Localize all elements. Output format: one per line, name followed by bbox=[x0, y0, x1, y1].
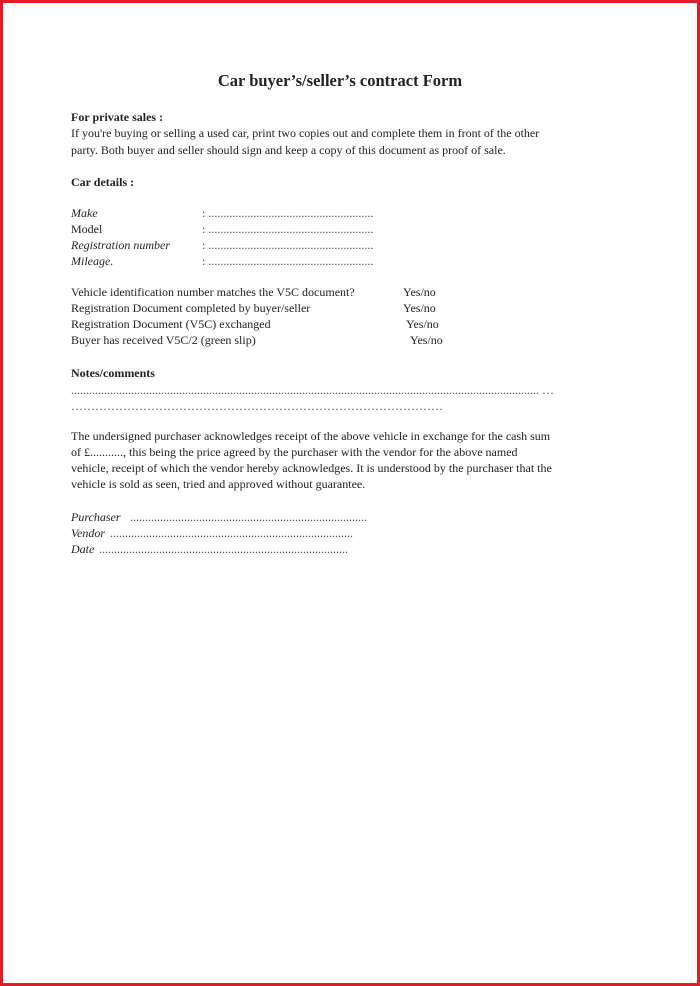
acknowledgement-line2: of £..........., this being the price agreed by the purchaser with the vendor for the above named bbox=[71, 445, 518, 459]
check-reg-completed-label: Registration Document completed by buyer/seller bbox=[71, 301, 311, 315]
check-v5c-exchanged-label: Registration Document (V5C) exchanged bbox=[71, 317, 271, 331]
mileage-label: Mileage. bbox=[71, 254, 114, 268]
check-v5c-exchanged-answer[interactable]: Yes/no bbox=[406, 317, 439, 331]
date-label: Date bbox=[71, 542, 95, 556]
check-reg-completed-answer[interactable]: Yes/no bbox=[403, 301, 436, 315]
private-sales-text-line1: If you're buying or selling a used car, print two copies out and complete them in front of the other bbox=[71, 126, 540, 140]
car-details-heading: Car details : bbox=[71, 175, 135, 189]
notes-heading: Notes/comments bbox=[71, 366, 155, 380]
registration-number-field[interactable]: : ....................................................... bbox=[202, 238, 374, 252]
notes-line2[interactable]: ………………………………………………………………………………… bbox=[71, 399, 443, 413]
purchaser-label: Purchaser bbox=[71, 510, 121, 524]
acknowledgement-line4: vehicle is sold as seen, tried and approved without guarantee. bbox=[71, 477, 366, 491]
make-label: Make bbox=[71, 206, 98, 220]
notes-line1[interactable]: ............................................................................................................................................................ … bbox=[71, 383, 554, 397]
private-sales-heading: For private sales : bbox=[71, 110, 164, 124]
model-label: Model bbox=[71, 222, 103, 236]
form-title: Car buyer’s/seller’s contract Form bbox=[217, 71, 463, 90]
private-sales-text-line2: party. Both buyer and seller should sign and keep a copy of this document as proof of sale. bbox=[71, 143, 506, 157]
check-green-slip-answer[interactable]: Yes/no bbox=[410, 333, 443, 347]
vendor-label: Vendor bbox=[71, 526, 105, 540]
check-green-slip-label: Buyer has received V5C/2 (green slip) bbox=[71, 333, 256, 347]
acknowledgement-line1: The undersigned purchaser acknowledges receipt of the above vehicle in exchange for the cash sum bbox=[71, 429, 551, 443]
acknowledgement-line3: vehicle, receipt of which the vendor hereby acknowledges. It is understood by the purchaser that the bbox=[71, 461, 552, 475]
make-field[interactable]: : ....................................................... bbox=[202, 206, 374, 220]
check-vin-label: Vehicle identification number matches the V5C document? bbox=[71, 285, 355, 299]
purchaser-signature-field[interactable]: ............................................................................... bbox=[130, 510, 367, 524]
check-vin-answer[interactable]: Yes/no bbox=[403, 285, 436, 299]
mileage-field[interactable]: : ....................................................... bbox=[202, 254, 374, 268]
registration-number-label: Registration number bbox=[71, 238, 170, 252]
vendor-signature-field[interactable]: ................................................................................. bbox=[110, 526, 353, 540]
date-field[interactable]: ................................................................................... bbox=[99, 542, 348, 556]
model-field[interactable]: : ....................................................... bbox=[202, 222, 374, 236]
